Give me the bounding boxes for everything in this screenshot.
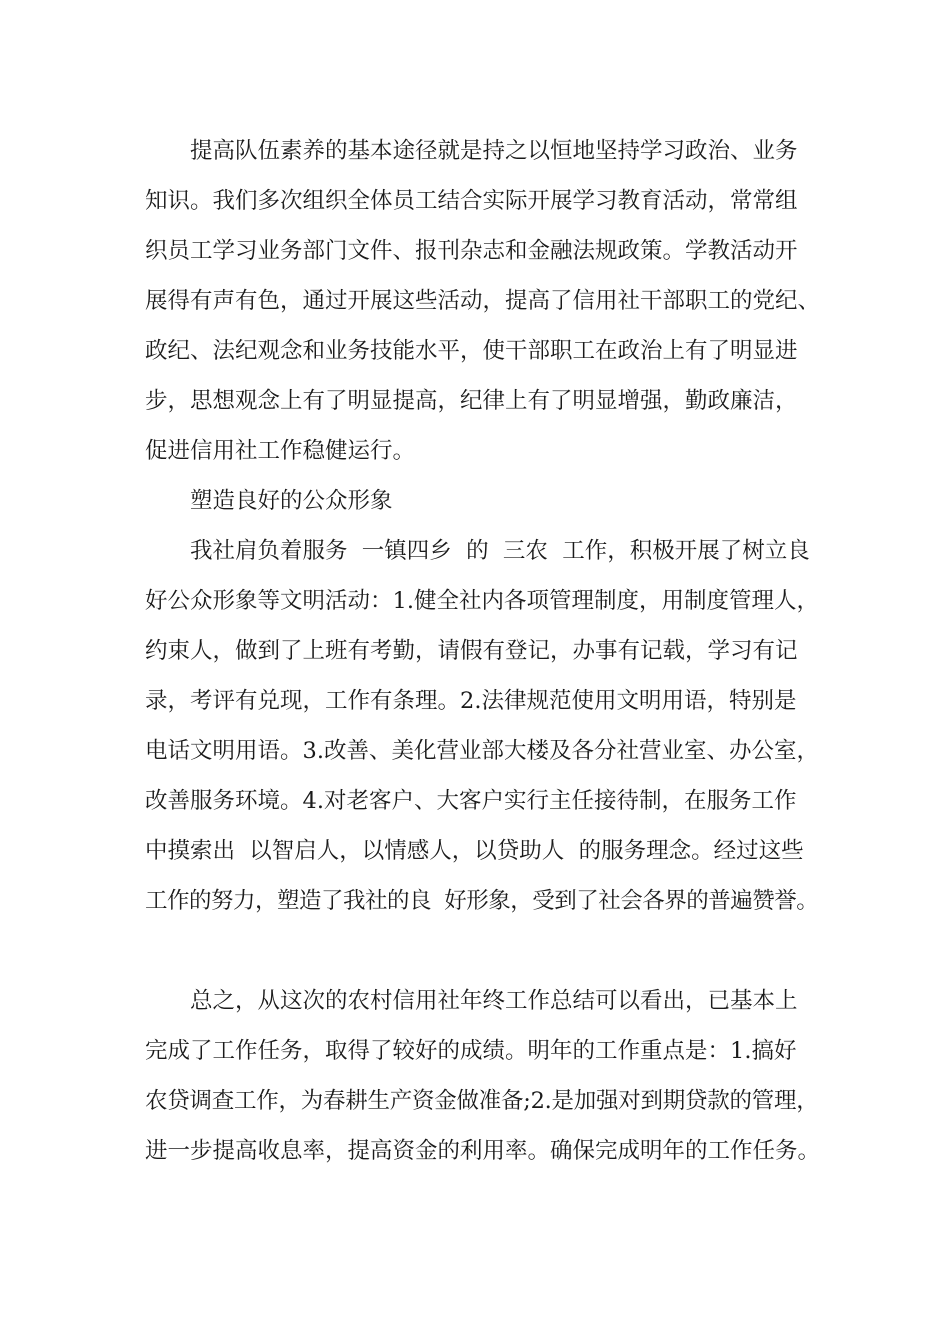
section-heading: 塑造良好的公众形象 <box>190 488 393 514</box>
paragraph-3-line-1: 总之，从这次的农村信用社年终工作总结可以看出，已基本上 <box>190 988 798 1014</box>
paragraph-3-line-4: 进一步提高收息率，提高资金的利用率。确保完成明年的工作任务。 <box>145 1138 821 1164</box>
paragraph-1-line-6: 步，思想观念上有了明显提高，纪律上有了明显增强，勤政廉洁， <box>145 388 798 414</box>
paragraph-1-line-5: 政纪、法纪观念和业务技能水平，使干部职工在政治上有了明显进 <box>145 338 798 364</box>
paragraph-2-line-7: 中摸索出 以智启人，以情感人，以贷助人 的服务理念。经过这些 <box>145 838 804 864</box>
paragraph-1-line-7: 促进信用社工作稳健运行。 <box>145 438 416 464</box>
paragraph-2-line-4: 录，考评有兑现，工作有条理。2.法律规范使用文明用语，特别是 <box>145 688 797 714</box>
paragraph-2-line-6: 改善服务环境。4.对老客户、大客户实行主任接待制，在服务工作 <box>145 788 797 814</box>
paragraph-3-line-3: 农贷调查工作，为春耕生产资金做准备;2.是加强对到期贷款的管理， <box>145 1088 819 1114</box>
paragraph-1-line-4: 展得有声有色，通过开展这些活动，提高了信用社干部职工的党纪、 <box>145 288 821 314</box>
paragraph-2-line-5: 电话文明用语。3.改善、美化营业部大楼及各分社营业室、办公室， <box>145 738 819 764</box>
paragraph-3-line-2: 完成了工作任务，取得了较好的成绩。明年的工作重点是：1.搞好 <box>145 1038 797 1064</box>
paragraph-1-line-3: 织员工学习业务部门文件、报刊杂志和金融法规政策。学教活动开 <box>145 238 798 264</box>
paragraph-1-line-1: 提高队伍素养的基本途径就是持之以恒地坚持学习政治、业务 <box>190 138 798 164</box>
paragraph-2-line-1: 我社肩负着服务 一镇四乡 的 三农 工作，积极开展了树立良 <box>190 538 810 564</box>
paragraph-1-line-2: 知识。我们多次组织全体员工结合实际开展学习教育活动，常常组 <box>145 188 798 214</box>
paragraph-2-line-3: 约束人，做到了上班有考勤，请假有登记，办事有记载，学习有记 <box>145 638 798 664</box>
paragraph-2-line-8: 工作的努力，塑造了我社的良 好形象，受到了社会各界的普遍赞誉。 <box>145 888 819 914</box>
paragraph-2-line-2: 好公众形象等文明活动：1.健全社内各项管理制度，用制度管理人， <box>145 588 819 614</box>
